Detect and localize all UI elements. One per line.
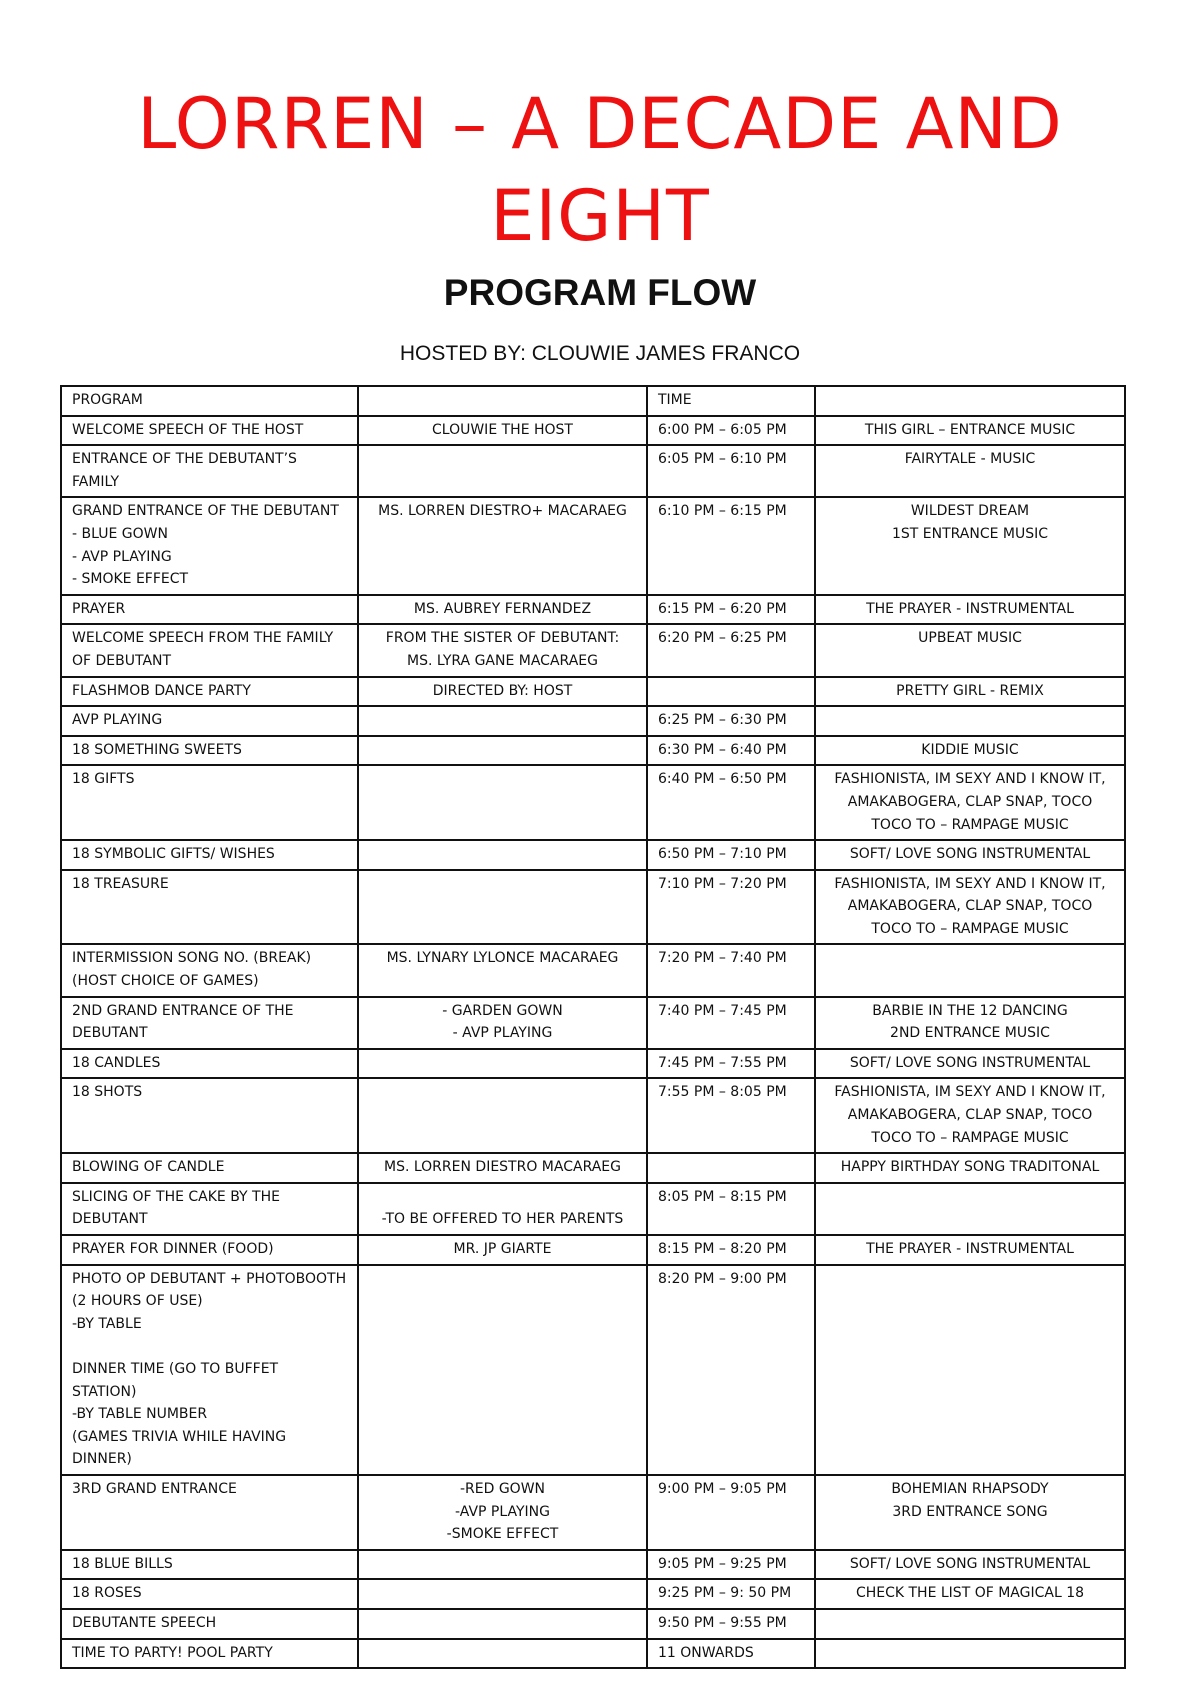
table-row <box>61 840 1125 870</box>
table-row <box>61 1579 1125 1609</box>
cell-person <box>358 1639 647 1669</box>
cell-music: PRETTY GIRL - REMIX <box>815 677 1125 707</box>
cell-time: 6:50 PM – 7:10 PM <box>647 840 815 870</box>
cell-music: UPBEAT MUSIC <box>815 624 1125 676</box>
document-title: LORREN – A DECADE AND EIGHT <box>137 83 1063 257</box>
table-row <box>61 595 1125 625</box>
cell-person: MS. LORREN DIESTRO MACARAEG <box>358 1153 647 1183</box>
cell-person: MS. AUBREY FERNANDEZ <box>358 595 647 625</box>
cell-time: 6:00 PM – 6:05 PM <box>647 416 815 446</box>
table-row <box>61 416 1125 446</box>
cell-program: 18 ROSES <box>61 1579 358 1609</box>
table-row <box>61 624 1125 676</box>
cell-program: DEBUTANTE SPEECH <box>61 1609 358 1639</box>
cell-program: 18 GIFTS <box>61 765 358 840</box>
cell-program: TIME TO PARTY! POOL PARTY <box>61 1639 358 1669</box>
table-row <box>61 1049 1125 1079</box>
cell-time: 9:05 PM – 9:25 PM <box>647 1550 815 1580</box>
table-row <box>61 1183 1125 1235</box>
cell-music: BARBIE IN THE 12 DANCING 2ND ENTRANCE MUSIC <box>815 997 1125 1049</box>
cell-music: FASHIONISTA, IM SEXY AND I KNOW IT, AMAKABOGERA, CLAP SNAP, TOCO TOCO TO – RAMPAGE MUSIC <box>815 765 1125 840</box>
table-row <box>61 1078 1125 1153</box>
cell-music <box>815 944 1125 996</box>
cell-time: 8:05 PM – 8:15 PM <box>647 1183 815 1235</box>
cell-program: 2ND GRAND ENTRANCE OF THE DEBUTANT <box>61 997 358 1049</box>
cell-person <box>358 840 647 870</box>
cell-time <box>647 677 815 707</box>
cell-time <box>647 1153 815 1183</box>
cell-person: -RED GOWN -AVP PLAYING -SMOKE EFFECT <box>358 1475 647 1550</box>
cell-music <box>815 1639 1125 1669</box>
cell-time: 6:25 PM – 6:30 PM <box>647 706 815 736</box>
cell-program: 18 CANDLES <box>61 1049 358 1079</box>
cell-time: 9:50 PM – 9:55 PM <box>647 1609 815 1639</box>
cell-music: THE PRAYER - INSTRUMENTAL <box>815 595 1125 625</box>
cell-person: CLOUWIE THE HOST <box>358 416 647 446</box>
header-person <box>358 386 647 416</box>
cell-program: 18 SYMBOLIC GIFTS/ WISHES <box>61 840 358 870</box>
cell-program: 18 TREASURE <box>61 870 358 945</box>
cell-program: WELCOME SPEECH OF THE HOST <box>61 416 358 446</box>
cell-music: THE PRAYER - INSTRUMENTAL <box>815 1235 1125 1265</box>
cell-time: 6:20 PM – 6:25 PM <box>647 624 815 676</box>
cell-time: 6:15 PM – 6:20 PM <box>647 595 815 625</box>
cell-person <box>358 706 647 736</box>
table-row <box>61 1235 1125 1265</box>
table-row <box>61 706 1125 736</box>
cell-music: FASHIONISTA, IM SEXY AND I KNOW IT, AMAKABOGERA, CLAP SNAP, TOCO TOCO TO – RAMPAGE MUSIC <box>815 1078 1125 1153</box>
cell-person: FROM THE SISTER OF DEBUTANT: MS. LYRA GANE MACARAEG <box>358 624 647 676</box>
table-row <box>61 944 1125 996</box>
table-row <box>61 1639 1125 1669</box>
cell-person: - GARDEN GOWN - AVP PLAYING <box>358 997 647 1049</box>
cell-program: 3RD GRAND ENTRANCE <box>61 1475 358 1550</box>
table-row <box>61 497 1125 594</box>
cell-music: KIDDIE MUSIC <box>815 736 1125 766</box>
cell-program: FLASHMOB DANCE PARTY <box>61 677 358 707</box>
cell-person <box>358 765 647 840</box>
cell-program: SLICING OF THE CAKE BY THE DEBUTANT <box>61 1183 358 1235</box>
cell-person <box>358 1579 647 1609</box>
table-row <box>61 870 1125 945</box>
table-row <box>61 1550 1125 1580</box>
cell-person <box>358 1078 647 1153</box>
cell-time: 9:00 PM – 9:05 PM <box>647 1475 815 1550</box>
page-subtitle: PROGRAM FLOW <box>443 272 757 313</box>
cell-program: PRAYER FOR DINNER (FOOD) <box>61 1235 358 1265</box>
program-table-body <box>61 386 1125 1668</box>
cell-music: SOFT/ LOVE SONG INSTRUMENTAL <box>815 840 1125 870</box>
cell-music: SOFT/ LOVE SONG INSTRUMENTAL <box>815 1049 1125 1079</box>
cell-time: 7:10 PM – 7:20 PM <box>647 870 815 945</box>
cell-program: AVP PLAYING <box>61 706 358 736</box>
cell-person <box>358 445 647 497</box>
cell-music: HAPPY BIRTHDAY SONG TRADITONAL <box>815 1153 1125 1183</box>
cell-time: 6:10 PM – 6:15 PM <box>647 497 815 594</box>
cell-person <box>358 870 647 945</box>
hosted-by: HOSTED BY: CLOUWIE JAMES FRANCO <box>399 342 801 365</box>
cell-program: PRAYER <box>61 595 358 625</box>
table-row <box>61 1475 1125 1550</box>
cell-time: 6:30 PM – 6:40 PM <box>647 736 815 766</box>
cell-program: 18 SOMETHING SWEETS <box>61 736 358 766</box>
cell-person: MS. LYNARY LYLONCE MACARAEG <box>358 944 647 996</box>
cell-music: WILDEST DREAM 1ST ENTRANCE MUSIC <box>815 497 1125 594</box>
cell-music <box>815 1265 1125 1475</box>
cell-time: 7:40 PM – 7:45 PM <box>647 997 815 1049</box>
cell-music: FASHIONISTA, IM SEXY AND I KNOW IT, AMAKABOGERA, CLAP SNAP, TOCO TOCO TO – RAMPAGE MUSIC <box>815 870 1125 945</box>
cell-program: 18 BLUE BILLS <box>61 1550 358 1580</box>
cell-person: MR. JP GIARTE <box>358 1235 647 1265</box>
cell-time: 8:15 PM – 8:20 PM <box>647 1235 815 1265</box>
header-program: PROGRAM <box>61 386 358 416</box>
cell-program: PHOTO OP DEBUTANT + PHOTOBOOTH (2 HOURS OF USE) -BY TABLE DINNER TIME (GO TO BUFFET STATION) -BY TABLE NUMBER (GAMES TRIVIA WHILE HAVING DINNER) <box>61 1265 358 1475</box>
cell-program: 18 SHOTS <box>61 1078 358 1153</box>
cell-music <box>815 1609 1125 1639</box>
table-header-row <box>61 386 1125 416</box>
cell-person <box>358 1609 647 1639</box>
cell-music <box>815 1183 1125 1235</box>
cell-person <box>358 1550 647 1580</box>
cell-music: THIS GIRL – ENTRANCE MUSIC <box>815 416 1125 446</box>
cell-person: MS. LORREN DIESTRO+ MACARAEG <box>358 497 647 594</box>
cell-time: 7:20 PM – 7:40 PM <box>647 944 815 996</box>
cell-program: WELCOME SPEECH FROM THE FAMILY OF DEBUTANT <box>61 624 358 676</box>
header-music <box>815 386 1125 416</box>
cell-time: 9:25 PM – 9: 50 PM <box>647 1579 815 1609</box>
table-row <box>61 677 1125 707</box>
cell-music: SOFT/ LOVE SONG INSTRUMENTAL <box>815 1550 1125 1580</box>
cell-time: 7:45 PM – 7:55 PM <box>647 1049 815 1079</box>
cell-program: BLOWING OF CANDLE <box>61 1153 358 1183</box>
table-row <box>61 765 1125 840</box>
table-row <box>61 1153 1125 1183</box>
cell-program: ENTRANCE OF THE DEBUTANT’S FAMILY <box>61 445 358 497</box>
cell-music: BOHEMIAN RHAPSODY 3RD ENTRANCE SONG <box>815 1475 1125 1550</box>
cell-time: 6:05 PM – 6:10 PM <box>647 445 815 497</box>
cell-person: -TO BE OFFERED TO HER PARENTS <box>358 1183 647 1235</box>
table-row <box>61 736 1125 766</box>
cell-time: 7:55 PM – 8:05 PM <box>647 1078 815 1153</box>
cell-time: 8:20 PM – 9:00 PM <box>647 1265 815 1475</box>
cell-program: GRAND ENTRANCE OF THE DEBUTANT - BLUE GOWN - AVP PLAYING - SMOKE EFFECT <box>61 497 358 594</box>
cell-program: INTERMISSION SONG NO. (BREAK) (HOST CHOICE OF GAMES) <box>61 944 358 996</box>
cell-time: 6:40 PM – 6:50 PM <box>647 765 815 840</box>
table-row <box>61 445 1125 497</box>
cell-person <box>358 1049 647 1079</box>
table-row <box>61 1265 1125 1475</box>
cell-person <box>358 1265 647 1475</box>
cell-person <box>358 736 647 766</box>
cell-music <box>815 706 1125 736</box>
header-time: TIME <box>647 386 815 416</box>
table-row <box>61 1609 1125 1639</box>
program-table <box>60 385 1126 1669</box>
cell-music: FAIRYTALE - MUSIC <box>815 445 1125 497</box>
cell-music: CHECK THE LIST OF MAGICAL 18 <box>815 1579 1125 1609</box>
cell-person: DIRECTED BY: HOST <box>358 677 647 707</box>
cell-time: 11 ONWARDS <box>647 1639 815 1669</box>
table-row <box>61 997 1125 1049</box>
